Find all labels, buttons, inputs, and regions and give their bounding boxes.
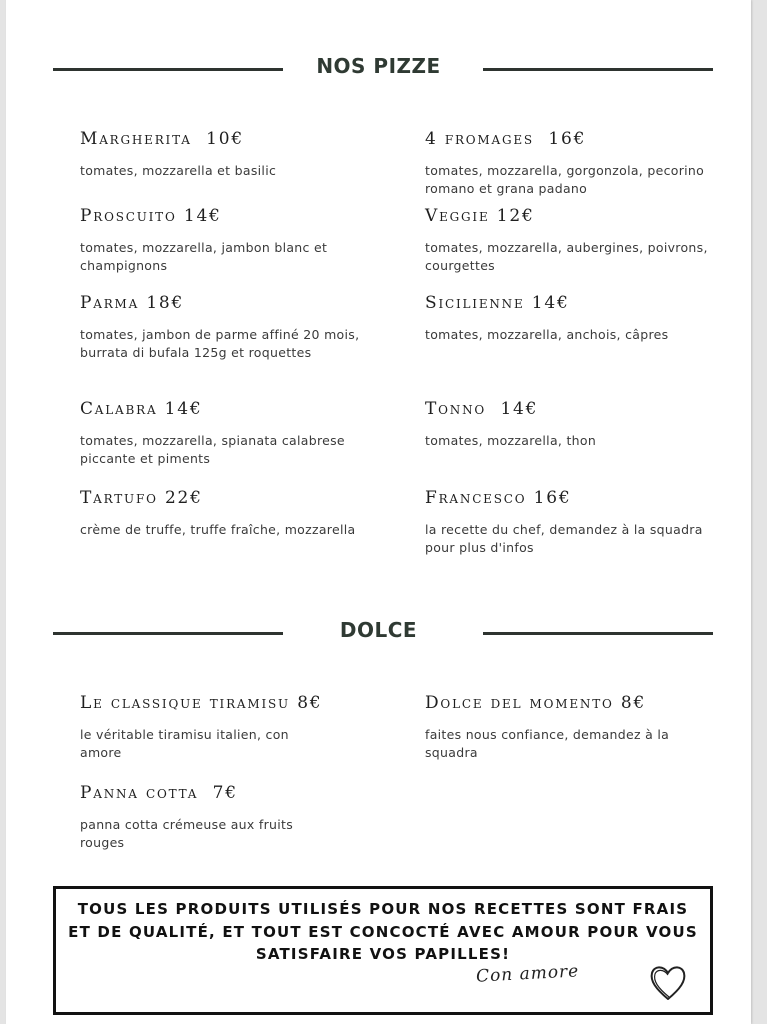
- item-title: [425, 488, 715, 508]
- item-description: panna cotta crémeuse aux fruits rouges: [80, 817, 294, 850]
- item-title: [425, 206, 715, 226]
- pizze-section-header: [6, 54, 751, 84]
- menu-item-margherita: [80, 129, 370, 180]
- signature-text: Con amore: [475, 961, 580, 987]
- item-name: Panna cotta: [80, 783, 199, 803]
- menu-item-dolce-del-momento: [425, 693, 715, 762]
- item-title: [80, 399, 370, 419]
- item-price: 16€: [533, 488, 572, 508]
- item-title: [80, 129, 370, 149]
- item-description: tomates, mozzarella, gorgonzola, pecorino romano et grana padano: [425, 163, 705, 196]
- item-title: [425, 399, 715, 419]
- item-description: la recette du chef, demandez à la squadra pour plus d'infos: [425, 522, 703, 555]
- item-price: 8€: [297, 693, 323, 713]
- menu-item-proscuito: [80, 206, 370, 275]
- item-price: 12€: [496, 206, 535, 226]
- menu-item-4-fromages: [425, 129, 715, 198]
- item-name: 4 fromages: [425, 129, 534, 149]
- item-description: tomates, mozzarella, spianata calabrese piccante et piments: [80, 433, 345, 466]
- item-title: [80, 206, 370, 226]
- item-price: 18€: [146, 293, 185, 313]
- item-price: 14€: [531, 293, 570, 313]
- menu-item-francesco: [425, 488, 715, 557]
- dolce-section-header: [6, 618, 751, 648]
- item-name: Le classique tiramisu: [80, 693, 290, 713]
- item-name: Tartufo: [80, 488, 158, 508]
- item-title: [425, 693, 715, 713]
- item-name: Veggie: [425, 206, 490, 226]
- item-price: 14€: [164, 399, 203, 419]
- item-price: 7€: [212, 783, 238, 803]
- menu-item-calabra: [80, 399, 370, 468]
- item-price: 16€: [548, 129, 587, 149]
- item-description: tomates, mozzarella et basilic: [80, 163, 277, 178]
- item-title: [80, 783, 370, 803]
- item-title: [80, 488, 370, 508]
- item-name: Calabra: [80, 399, 158, 419]
- item-price: 8€: [620, 693, 647, 713]
- item-name: Dolce del momento: [425, 693, 614, 713]
- menu-item-tonno: [425, 399, 715, 450]
- item-name: Sicilienne: [425, 293, 525, 313]
- item-name: Margherita: [80, 129, 192, 149]
- item-price: 10€: [206, 129, 244, 149]
- item-name: Proscuito: [80, 206, 177, 226]
- item-price: 14€: [500, 399, 539, 419]
- item-name: Tonno: [425, 399, 487, 419]
- item-description: faites nous confiance, demandez à la squadra: [425, 727, 670, 760]
- item-price: 22€: [164, 488, 203, 508]
- quality-notice-box: [53, 886, 713, 1015]
- item-description: tomates, jambon de parme affiné 20 mois, burrata di bufala 125g et roquettes: [80, 327, 360, 360]
- item-title: [80, 693, 400, 713]
- pizze-divider-right: [483, 68, 713, 71]
- item-description: tomates, mozzarella, anchois, câpres: [425, 327, 669, 342]
- item-title: [425, 293, 715, 313]
- item-description: tomates, mozzarella, aubergines, poivrons, courgettes: [425, 240, 708, 273]
- item-name: Francesco: [425, 488, 527, 508]
- item-title: [425, 129, 715, 149]
- item-description: tomates, mozzarella, thon: [425, 433, 597, 448]
- dolce-heading: DOLCE: [339, 618, 418, 642]
- menu-item-tiramisu: [80, 693, 400, 762]
- menu-item-sicilienne: [425, 293, 715, 344]
- menu-item-veggie: [425, 206, 715, 275]
- dolce-divider-right: [483, 632, 713, 635]
- item-title: [80, 293, 370, 313]
- item-description: le véritable tiramisu italien, con amore: [80, 727, 289, 760]
- pizze-heading: NOS PIZZE: [316, 54, 441, 78]
- item-name: Parma: [80, 293, 140, 313]
- quality-notice-text: TOUS LES PRODUITS UTILISÉS POUR NOS RECETTES SONT FRAIS ET DE QUALITÉ, ET TOUT EST CONCOCTÉ AVEC AMOUR POUR VOUS SATISFAIRE VOS PAPILLES!: [68, 900, 698, 963]
- menu-page: [6, 0, 751, 1024]
- menu-item-tartufo: [80, 488, 370, 539]
- item-description: crème de truffe, truffe fraîche, mozzarella: [80, 522, 356, 537]
- heart-icon: [648, 961, 688, 1003]
- item-description: tomates, mozzarella, jambon blanc et champignons: [80, 240, 328, 273]
- menu-item-panna-cotta: [80, 783, 370, 852]
- menu-item-parma: [80, 293, 370, 362]
- item-price: 14€: [183, 206, 222, 226]
